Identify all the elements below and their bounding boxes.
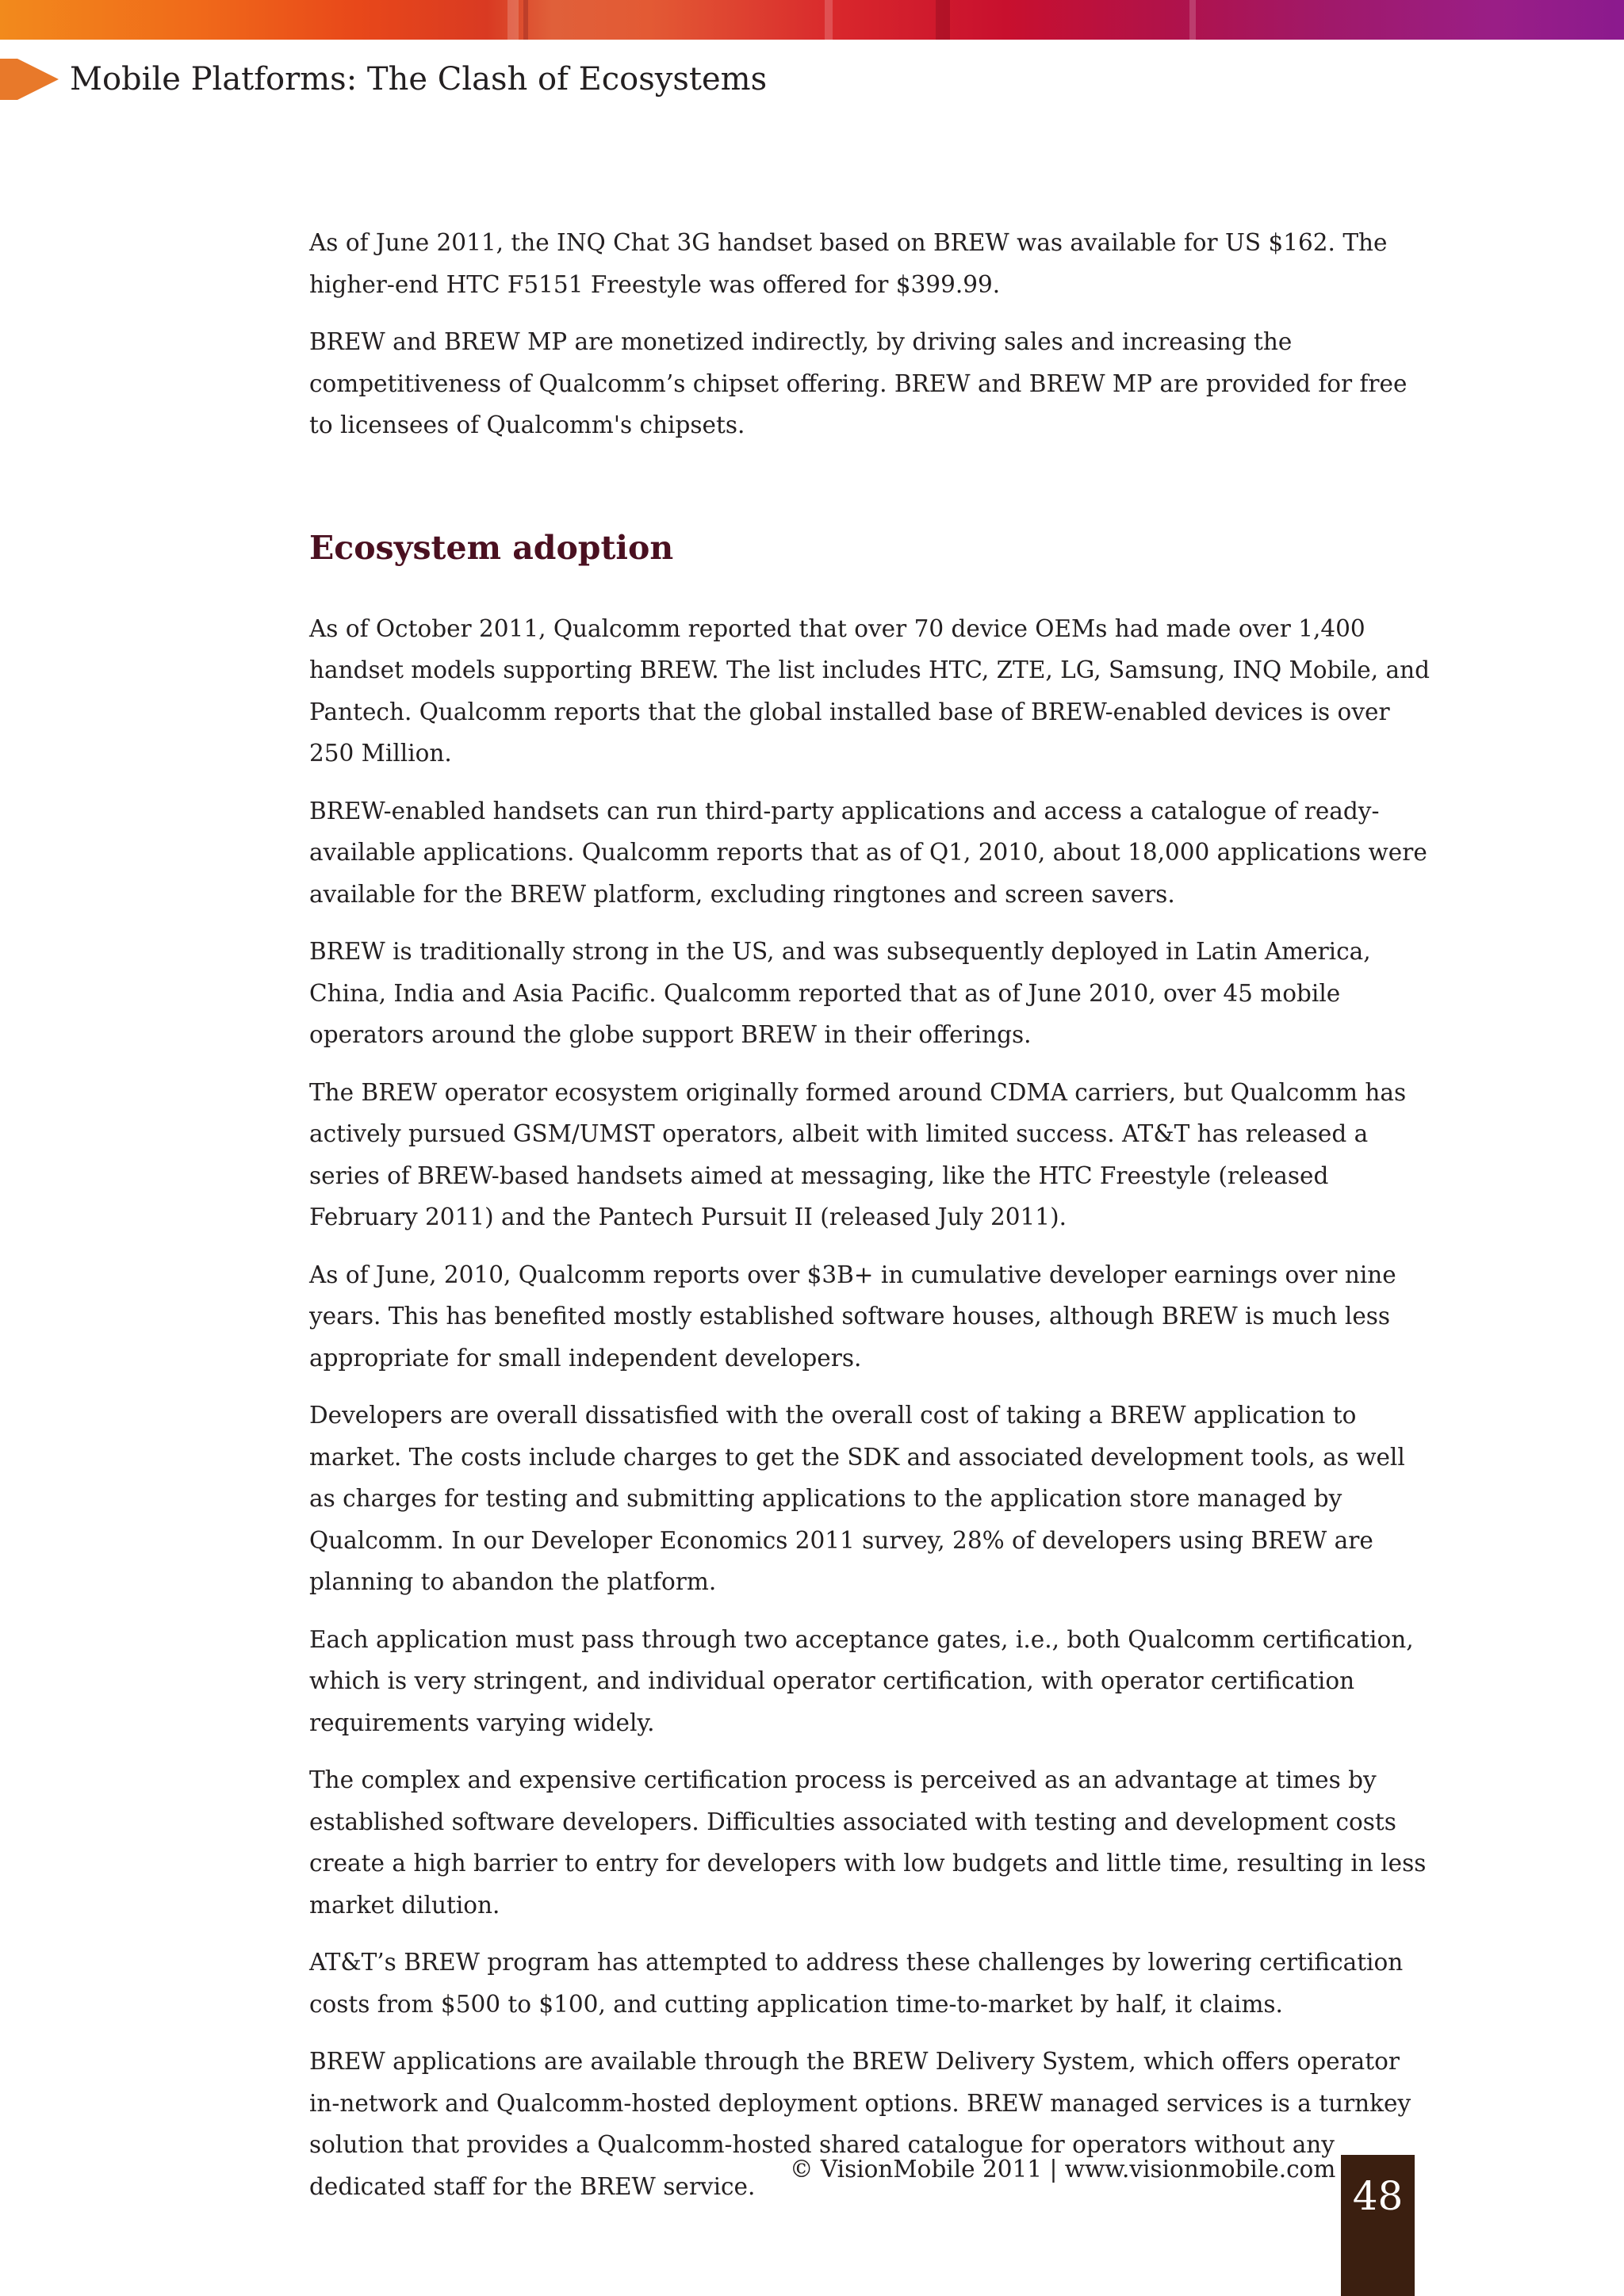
body-paragraph: Each application must pass through two acceptance gates, i.e., both Qualcomm certification, which is very stringent, and individual operator certification, with operator certification requirements varying widely. <box>309 1625 1414 1736</box>
body-paragraph: BREW is traditionally strong in the US, and was subsequently deployed in Latin America, China, India and Asia Pacific. Qualcomm reported that as of June 2010, over 45 mobile operators around the globe support BREW in their offerings. <box>309 938 1371 1048</box>
section-heading: Ecosystem adoption <box>309 528 674 567</box>
body-paragraph: Developers are overall dissatisfied with the overall cost of taking a BREW application to market. The costs include charges to get the SDK and associated development tools, as well as charges for testing and submitting applications to the application store managed by Qualcomm. In our Developer Economics 2011 survey, 28% of developers using BREW are planning to abandon the platform. <box>309 1402 1405 1595</box>
body-paragraph: AT&T’s BREW program has attempted to address these challenges by lowering certification costs from $500 to $100, and cutting application time-to-market by half, it claims. <box>309 1949 1404 2018</box>
body-paragraph: The complex and expensive certification process is perceived as an advantage at times by established software developers. Difficulties associated with testing and development costs create a high barrier to entry for developers with low budgets and little time, resulting in less market dilution. <box>309 1766 1427 1919</box>
page-body <box>309 222 1435 2223</box>
running-header-title: Mobile Platforms: The Clash of Ecosystems <box>70 61 768 98</box>
body-paragraph: As of June, 2010, Qualcomm reports over $3B+ in cumulative developer earnings over nine years. This has benefited mostly established software houses, although BREW is much less appropriate for small independent developers. <box>309 1261 1396 1372</box>
body-paragraph: As of October 2011, Qualcomm reported that over 70 device OEMs had made over 1,400 handset models supporting BREW. The list includes HTC, ZTE, LG, Samsung, INQ Mobile, and Pantech. Qualcomm reports that the global installed base of BREW-enabled devices is over 250 Million. <box>309 614 1430 767</box>
footer-copyright: © VisionMobile 2011 | www.visionmobile.com <box>790 2156 1336 2183</box>
page-number-box <box>1341 2155 1415 2296</box>
body-paragraph: BREW applications are available through the BREW Delivery System, which offers operator in-network and Qualcomm-hosted deployment options. BREW managed services is a turnkey solution that provides a Qualcomm-hosted shared catalogue for operators without any dedicated staff for the BREW service. <box>309 2048 1411 2200</box>
header-marker-icon <box>0 59 17 100</box>
page-number: 48 <box>1352 2173 1404 2219</box>
body-paragraph: The BREW operator ecosystem originally formed around CDMA carriers, but Qualcomm has actively pursued GSM/UMST operators, albeit with limited success. AT&T has released a series of BREW-based handsets aimed at messaging, like the HTC Freestyle (released February 2011) and the Pantech Pursuit II (released July 2011). <box>309 1078 1407 1230</box>
header-arrow-icon <box>17 59 59 100</box>
intro-paragraph: As of June 2011, the INQ Chat 3G handset based on BREW was available for US $162. The higher-end HTC F5151 Freestyle was offered for $399.99. <box>309 229 1388 298</box>
body-paragraph: BREW-enabled handsets can run third-party applications and access a catalogue of ready-available applications. Qualcomm reports that as of Q1, 2010, about 18,000 applications were available for the BREW platform, excluding ringtones and screen savers. <box>309 797 1427 908</box>
top-color-band <box>0 0 1624 40</box>
intro-paragraph: BREW and BREW MP are monetized indirectly, by driving sales and increasing the competitiveness of Qualcomm’s chipset offering. BREW and BREW MP are provided for free to licensees of Qualcomm's chipsets. <box>309 328 1408 438</box>
